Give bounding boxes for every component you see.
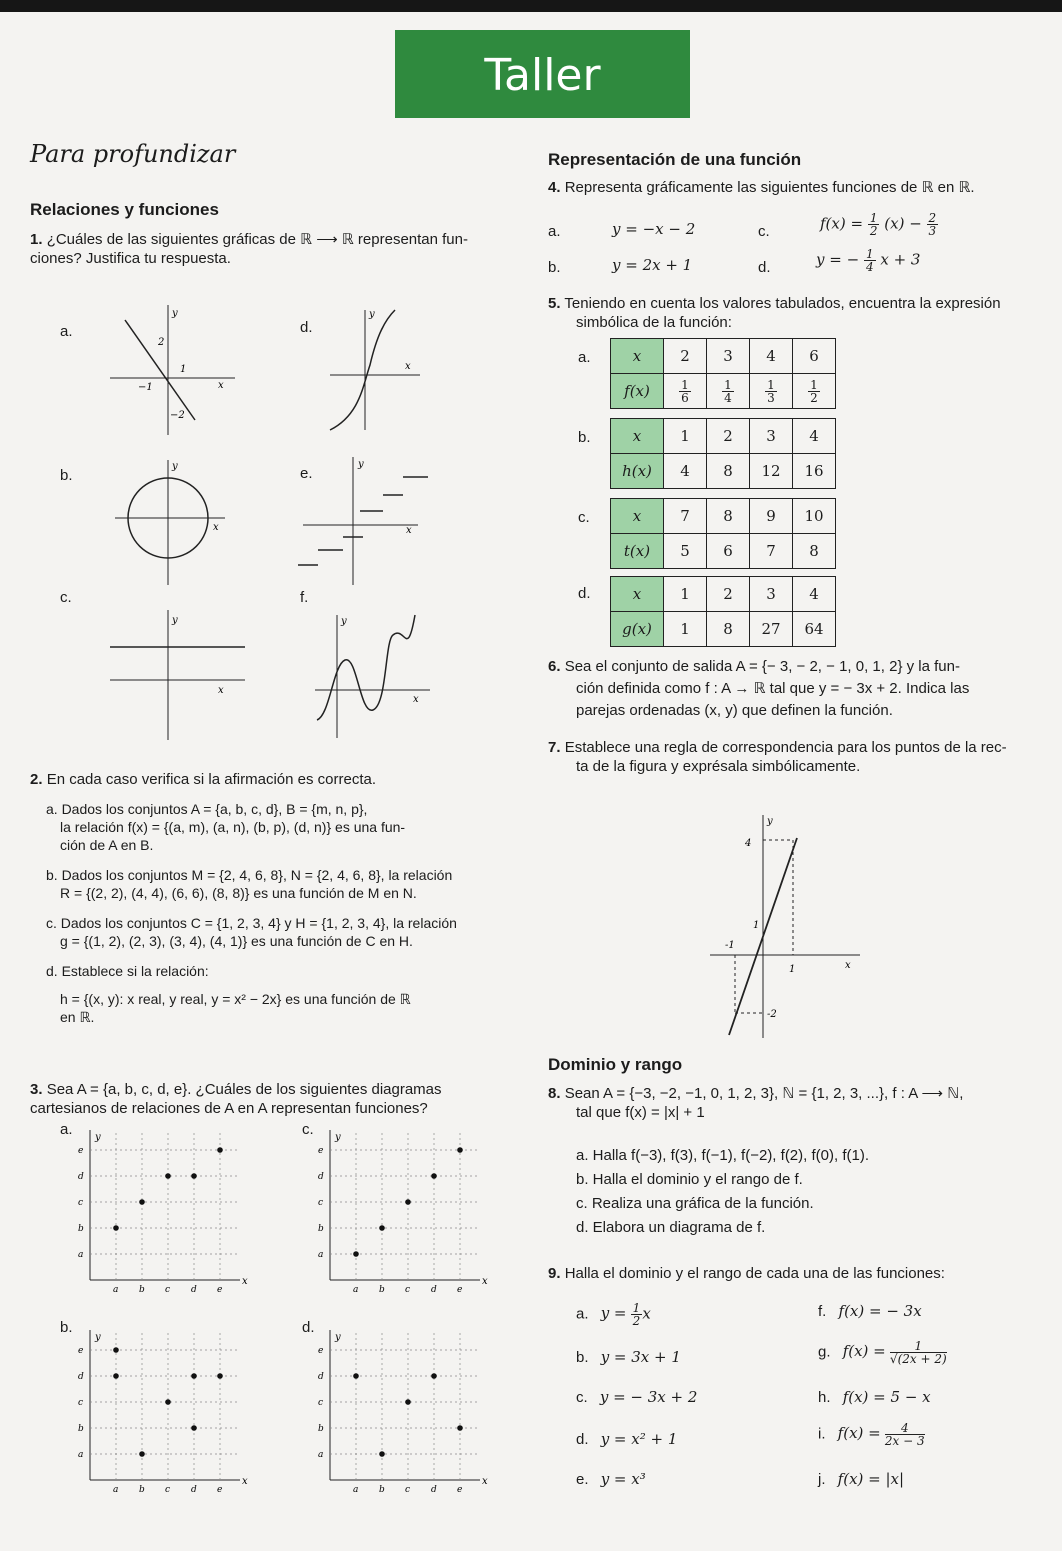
- tick-neg2: -2: [767, 1009, 777, 1020]
- x-tick-label: d: [431, 1285, 437, 1295]
- x-tick-label: c: [405, 1285, 411, 1295]
- q3-diagram-c: [305, 1130, 488, 1310]
- q8-text: [548, 1084, 1060, 1122]
- q4-item-d-label: d.: [758, 259, 771, 276]
- tick-1: 1: [180, 364, 187, 375]
- y-label: y: [369, 309, 375, 320]
- relation-point: [113, 1373, 119, 1379]
- y-tick-label: c: [78, 1198, 84, 1208]
- q1-number: 1.: [30, 231, 43, 248]
- q9-text: [548, 1264, 1060, 1283]
- relation-point: [165, 1399, 171, 1405]
- q2-a-line3: ción de A en B.: [60, 837, 154, 853]
- y-tick-label: e: [78, 1146, 84, 1156]
- y-label: y: [95, 1332, 101, 1343]
- q9-item-h: h. f(x) = 5 − x: [818, 1388, 931, 1406]
- q3-label-b: b.: [60, 1319, 73, 1336]
- q3-label-c: c.: [302, 1121, 314, 1138]
- q6-line1: Sea el conjunto de salida A = {− 3, − 2, − 1, 0, 1, 2} y la fun-: [564, 658, 960, 675]
- q2-a-line1: a. Dados los conjuntos A = {a, b, c, d}, B = {m, n, p},: [46, 801, 368, 817]
- y-tick-label: b: [318, 1424, 324, 1434]
- tick-4: 4: [745, 838, 752, 849]
- y-tick-label: a: [318, 1250, 324, 1260]
- tick-neg1: −1: [138, 382, 153, 393]
- q1-line2: ciones? Justifica tu respuesta.: [30, 250, 231, 267]
- q9-number: 9.: [548, 1265, 561, 1282]
- q2-title-text: En cada caso verifica si la afirmación es correcta.: [46, 771, 376, 788]
- q4-text: [548, 178, 1058, 197]
- q4-item-d-expr: y = − $\frac{1}{4}$ x + 3: [816, 247, 921, 274]
- x-label: x: [406, 525, 412, 536]
- relation-point: [113, 1225, 119, 1231]
- x-tick-label: b: [379, 1485, 385, 1495]
- relation-point: [457, 1425, 463, 1431]
- x-tick-label: b: [139, 1285, 145, 1295]
- x-tick-label: e: [217, 1285, 223, 1295]
- q1-label-b: b.: [60, 467, 73, 484]
- y-tick-label: e: [318, 1146, 324, 1156]
- y-tick-label: d: [78, 1372, 84, 1382]
- relation-point: [139, 1451, 145, 1457]
- y-tick-label: e: [78, 1346, 84, 1356]
- q7-text: [548, 738, 1060, 776]
- q9-item-i: i. f(x) = $\frac{4}{2x - 3}$: [818, 1421, 925, 1448]
- relation-point: [353, 1373, 359, 1379]
- q2-number: 2.: [30, 771, 43, 788]
- relation-point: [431, 1173, 437, 1179]
- q5-table-d: x 1 2 3 4 g(x) 1 8 27 64: [610, 576, 836, 647]
- q1-graph-c: [110, 605, 250, 740]
- q1-graph-a: [100, 300, 240, 440]
- x-tick-label: d: [191, 1285, 197, 1295]
- relation-point: [379, 1225, 385, 1231]
- relation-point: [353, 1251, 359, 1257]
- x-tick-label: e: [457, 1285, 463, 1295]
- y-tick-label: b: [78, 1224, 84, 1234]
- x-label: x: [413, 694, 419, 705]
- q9-item-c: c. y = − 3x + 2: [576, 1388, 698, 1406]
- q5-table-a: x 2 3 4 6 f(x) $\frac{1}{6}$ $\frac{1}{4}$ $\frac{1}{3}$ $\frac{1}{2}$: [610, 338, 836, 409]
- x-tick-label: a: [113, 1285, 119, 1295]
- y-tick-label: d: [78, 1172, 84, 1182]
- q2-b-line2: R = {(2, 2), (4, 4), (6, 6), (8, 8)} es una función de M en N.: [60, 885, 417, 901]
- q5-line1: Teniendo en cuenta los valores tabulados, encuentra la expresión: [564, 295, 1001, 312]
- q9-item-g: g. f(x) = $\frac{1}{√(2x + 2)}$: [818, 1339, 947, 1366]
- y-label: y: [767, 816, 773, 827]
- q1-graph-e: [298, 455, 438, 590]
- x-label: x: [218, 380, 224, 391]
- q9-statement: Halla el dominio y el rango de cada una de las funciones:: [564, 1265, 945, 1282]
- heading-dominio-rango: Dominio y rango: [548, 1055, 683, 1074]
- q3-diagram-b: [65, 1330, 248, 1510]
- tick-1: 1: [753, 920, 760, 931]
- q7-line-graph: [705, 810, 865, 1040]
- q6-line3: parejas ordenadas (x, y) que definen la función.: [576, 702, 893, 719]
- q5-table-b: x 1 2 3 4 h(x) 4 8 12 16: [610, 418, 836, 489]
- q1-label-d: d.: [300, 319, 313, 336]
- relation-point: [217, 1373, 223, 1379]
- q9-item-d: d. y = x² + 1: [576, 1430, 678, 1448]
- x-tick-label: c: [405, 1485, 411, 1495]
- page-title: Taller: [484, 50, 601, 101]
- relation-point: [191, 1173, 197, 1179]
- q9-item-f: f. f(x) = − 3x: [818, 1302, 922, 1320]
- y-label: y: [341, 616, 347, 627]
- x-tick-label: c: [165, 1485, 171, 1495]
- x-tick-label: a: [353, 1485, 359, 1495]
- q6-number: 6.: [548, 658, 561, 675]
- relation-point: [405, 1199, 411, 1205]
- x-tick-label: c: [165, 1285, 171, 1295]
- q5-table-c-label: c.: [578, 509, 590, 526]
- y-tick-label: d: [318, 1172, 324, 1182]
- q1-line1: ¿Cuáles de las siguientes gráficas de ℝ ⟶ ℝ representan fun-: [46, 231, 468, 248]
- y-label: y: [172, 461, 178, 472]
- relation-point: [139, 1199, 145, 1205]
- x-tick-label: e: [457, 1485, 463, 1495]
- y-tick-label: c: [78, 1398, 84, 1408]
- q2-c-line1: c. Dados los conjuntos C = {1, 2, 3, 4} y H = {1, 2, 3, 4}, la relación: [46, 915, 457, 931]
- curve: [330, 310, 395, 430]
- y-tick-label: a: [318, 1450, 324, 1460]
- tick-neg1: -1: [725, 940, 735, 951]
- relation-point: [431, 1373, 437, 1379]
- x-tick-label: d: [431, 1485, 437, 1495]
- q5-table-d-label: d.: [578, 585, 591, 602]
- q4-number: 4.: [548, 179, 561, 196]
- q3-diagram-a: [65, 1130, 248, 1310]
- x-label: x: [213, 522, 219, 533]
- q8-item-d: d. Elabora un diagrama de f.: [576, 1219, 766, 1236]
- q7-number: 7.: [548, 739, 561, 756]
- q6-line2: ción definida como f : A → ℝ tal que y = − 3x + 2. Indica las: [576, 680, 970, 697]
- relation-point: [165, 1173, 171, 1179]
- x-tick-label: b: [139, 1485, 145, 1495]
- q9-item-e: e. y = x³: [576, 1470, 646, 1488]
- q8-line1: Sean A = {−3, −2, −1, 0, 1, 2, 3}, ℕ = {1, 2, 3, ...}, f : A ⟶ ℕ,: [564, 1085, 964, 1102]
- q5-table-c: x 7 8 9 10 t(x) 5 6 7 8: [610, 498, 836, 569]
- q3-text: [30, 1080, 520, 1118]
- q3-line2: cartesianos de relaciones de A en A representan funciones?: [30, 1100, 428, 1117]
- q4-item-a-expr: y = −x − 2: [612, 220, 696, 238]
- q5-text: [548, 294, 1058, 332]
- relation-point: [217, 1147, 223, 1153]
- q9-item-a: a. y = $\frac{1}{2}$ x: [576, 1301, 651, 1328]
- q5-table-a-label: a.: [578, 349, 591, 366]
- y-label: y: [172, 308, 178, 319]
- q2-d-line1: d. Establece si la relación:: [46, 963, 209, 979]
- q2-b-line1: b. Dados los conjuntos M = {2, 4, 6, 8}, N = {2, 4, 6, 8}, la relación: [46, 867, 453, 883]
- q3-diagram-d: [305, 1330, 488, 1510]
- q4-item-c-expr: f(x) = $\frac{1}{2}$ (x) − $\frac{2}{3}$: [820, 211, 937, 238]
- q2-items: [46, 800, 516, 1026]
- heading-representacion: Representación de una función: [548, 150, 802, 169]
- q1-graph-b: [110, 455, 230, 590]
- q8-line2: tal que f(x) = |x| + 1: [576, 1104, 705, 1121]
- q7-line1: Establece una regla de correspondencia para los puntos de la rec-: [564, 739, 1007, 756]
- q9-item-j: j. f(x) = |x|: [818, 1470, 905, 1488]
- q1-graph-f: [315, 610, 435, 740]
- x-tick-label: d: [191, 1485, 197, 1495]
- x-label: x: [242, 1476, 248, 1487]
- tick-neg2: −2: [170, 410, 185, 421]
- relation-point: [113, 1347, 119, 1353]
- wave-curve: [317, 615, 415, 720]
- x-label: x: [242, 1276, 248, 1287]
- tick-2: 2: [158, 337, 165, 348]
- y-tick-label: b: [78, 1424, 84, 1434]
- x-tick-label: e: [217, 1485, 223, 1495]
- q1-label-c: c.: [60, 589, 72, 606]
- relation-point: [379, 1451, 385, 1457]
- q5-table-b-label: b.: [578, 429, 591, 446]
- x-tick-label: a: [353, 1285, 359, 1295]
- step-segments: [298, 477, 428, 565]
- q1-label-a: a.: [60, 323, 73, 340]
- q2-c-line2: g = {(1, 2), (2, 3), (3, 4), (4, 1)} es una función de C en H.: [60, 933, 413, 949]
- q5-number: 5.: [548, 295, 561, 312]
- q4-item-a-label: a.: [548, 223, 561, 240]
- x-tick-label: a: [113, 1485, 119, 1495]
- x-label: x: [482, 1276, 488, 1287]
- q3-line1: Sea A = {a, b, c, d, e}. ¿Cuáles de los siguientes diagramas: [46, 1081, 442, 1098]
- y-tick-label: c: [318, 1198, 324, 1208]
- x-label: x: [218, 685, 224, 696]
- q4-item-b-expr: y = 2x + 1: [612, 256, 693, 274]
- q2-a-line2: la relación f(x) = {(a, m), (a, n), (b, p), (d, n)} es una fun-: [60, 819, 406, 835]
- relation-point: [405, 1399, 411, 1405]
- y-label: y: [335, 1132, 341, 1143]
- q8-number: 8.: [548, 1085, 561, 1102]
- q2-title: [30, 770, 376, 789]
- y-label: y: [335, 1332, 341, 1343]
- q9-item-b: b. y = 3x + 1: [576, 1348, 681, 1366]
- q2-d-line2: h = {(x, y): x real, y real, y = x² − 2x} es una función de ℝ: [60, 991, 411, 1007]
- q3-number: 3.: [30, 1081, 43, 1098]
- q6-text: [548, 656, 1060, 722]
- tick-x1: 1: [789, 964, 796, 975]
- q4-item-c-label: c.: [758, 223, 770, 240]
- x-label: x: [405, 361, 411, 372]
- y-tick-label: c: [318, 1398, 324, 1408]
- relation-point: [457, 1147, 463, 1153]
- x-label: x: [482, 1476, 488, 1487]
- q3-label-d: d.: [302, 1319, 315, 1336]
- y-tick-label: a: [78, 1250, 84, 1260]
- q8-item-a: a. Halla f(−3), f(3), f(−1), f(−2), f(2), f(0), f(1).: [576, 1147, 869, 1164]
- y-label: y: [358, 459, 364, 470]
- q8-item-b: b. Halla el dominio y el rango de f.: [576, 1171, 803, 1188]
- q7-line2: ta de la figura y exprésala simbólicamente.: [576, 758, 861, 775]
- x-label: x: [845, 960, 851, 971]
- q1-label-f: f.: [300, 589, 309, 606]
- q1-label-e: e.: [300, 465, 313, 482]
- q8-item-c: c. Realiza una gráfica de la función.: [576, 1195, 814, 1212]
- q3-label-a: a.: [60, 1121, 73, 1138]
- q5-line2: simbólica de la función:: [576, 314, 732, 331]
- q4-item-b-label: b.: [548, 259, 561, 276]
- y-tick-label: a: [78, 1450, 84, 1460]
- relation-point: [191, 1425, 197, 1431]
- y-label: y: [95, 1132, 101, 1143]
- y-tick-label: e: [318, 1346, 324, 1356]
- top-bar: [0, 0, 1062, 12]
- subheading-relaciones: Relaciones y funciones: [30, 200, 219, 219]
- y-tick-label: b: [318, 1224, 324, 1234]
- q1-graph-d: [325, 305, 425, 435]
- q8-subitems: [576, 1144, 869, 1240]
- y-label: y: [172, 615, 178, 626]
- q2-d-line3: en ℝ.: [60, 1009, 95, 1025]
- y-tick-label: d: [318, 1372, 324, 1382]
- q4-statement: Representa gráficamente las siguientes funciones de ℝ en ℝ.: [564, 179, 975, 196]
- q1-text: [30, 230, 510, 268]
- section-heading-profundizar: Para profundizar: [30, 140, 236, 168]
- x-tick-label: b: [379, 1285, 385, 1295]
- relation-point: [191, 1373, 197, 1379]
